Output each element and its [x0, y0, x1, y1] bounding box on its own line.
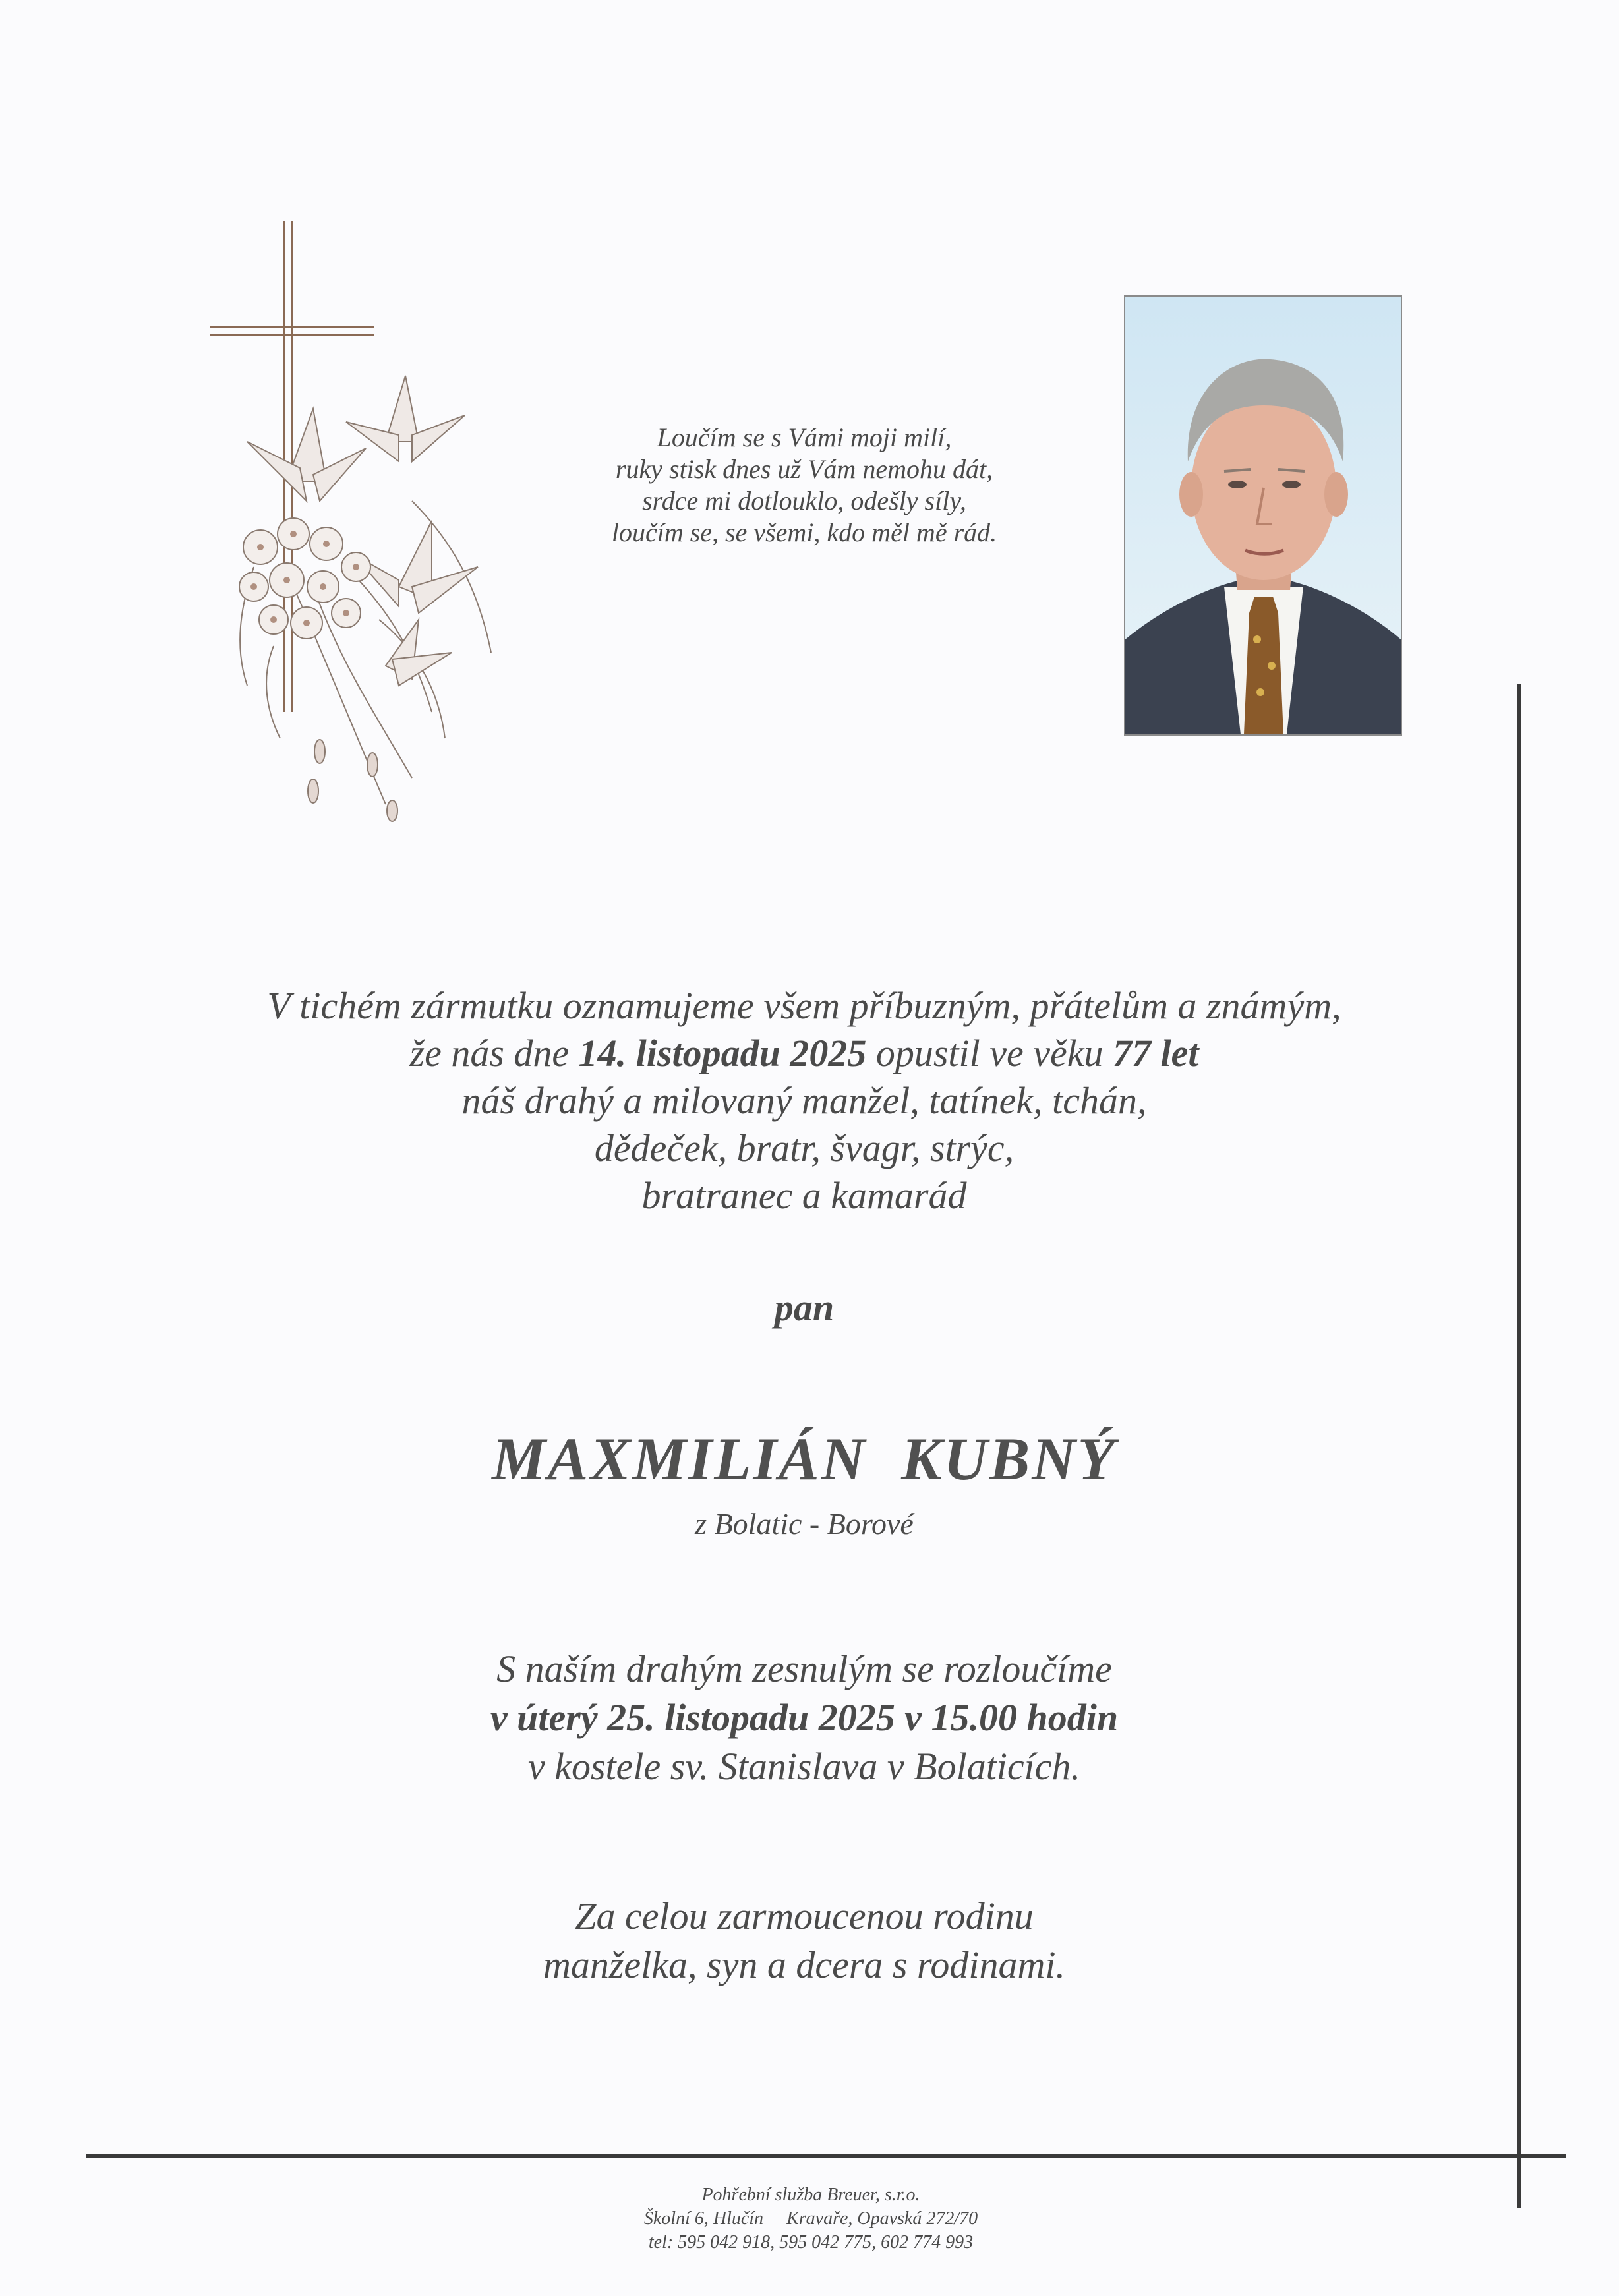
death-date: 14. listopadu 2025: [578, 1032, 867, 1074]
footer-address-2: Kravaře, Opavská 272/70: [786, 2208, 978, 2229]
family-line: Za celou zarmoucenou rodinu: [575, 1895, 1034, 1937]
footer-address-1: Školní 6, Hlučín: [643, 2208, 764, 2229]
announcement-line: náš drahý a milovaný manžel, tatínek, tchán,: [461, 1079, 1147, 1122]
family-signature: [99, 1892, 1510, 1989]
family-line: manželka, syn a dcera s rodinami.: [543, 1943, 1066, 1986]
footer-phones: tel: 595 042 918, 595 042 775, 602 774 993: [648, 2232, 974, 2252]
honorific: pan: [774, 1286, 835, 1329]
ceremony-line: S naším drahým zesnulým se rozloučíme: [496, 1647, 1112, 1690]
poem-line: srdce mi dotlouklo, odešly síly,: [642, 486, 966, 515]
poem-line: ruky stisk dnes už Vám nemohu dát,: [615, 454, 993, 484]
ceremony-time: v úterý 25. listopadu 2025 v 15.00 hodin: [490, 1696, 1119, 1739]
age: 77 let: [1112, 1032, 1199, 1074]
deceased-name: MAXMILIÁN KUBNÝ: [492, 1425, 1117, 1492]
announcement-line: dědeček, bratr, švagr, strýc,: [594, 1127, 1015, 1169]
announcement-line: V tichém zármutku oznamujeme všem příbuzným, přátelům a známým,: [267, 984, 1341, 1027]
announcement-line: bratranec a kamarád: [641, 1174, 967, 1217]
poem-line: Loučím se s Vámi moji milí,: [657, 423, 952, 452]
deceased-origin: z Bolatic - Borové: [695, 1507, 914, 1541]
portrait-photo: [1124, 295, 1402, 736]
poem-line: loučím se, se všemi, kdo měl mě rád.: [611, 517, 997, 547]
poem: [541, 422, 1068, 548]
cross-beam: [210, 326, 374, 328]
announcement-text: opustil ve věku: [866, 1032, 1113, 1074]
ceremony-info: [99, 1645, 1510, 1791]
footer-company: Pohřební služba Breuer, s.r.o.: [701, 2185, 920, 2205]
horizontal-divider: [86, 2154, 1566, 2158]
announcement: [99, 982, 1510, 1220]
vertical-divider: [1517, 684, 1521, 2208]
ceremony-place: v kostele sv. Stanislava v Bolaticích.: [527, 1745, 1081, 1788]
announcement-text: že nás dne: [409, 1032, 579, 1074]
footer-address: [461, 2207, 1160, 2231]
announcement-line: [99, 1030, 1510, 1077]
footer: [461, 2183, 1160, 2254]
cross-beam-line: [210, 334, 374, 336]
lily-flowers-illustration: [214, 369, 531, 831]
